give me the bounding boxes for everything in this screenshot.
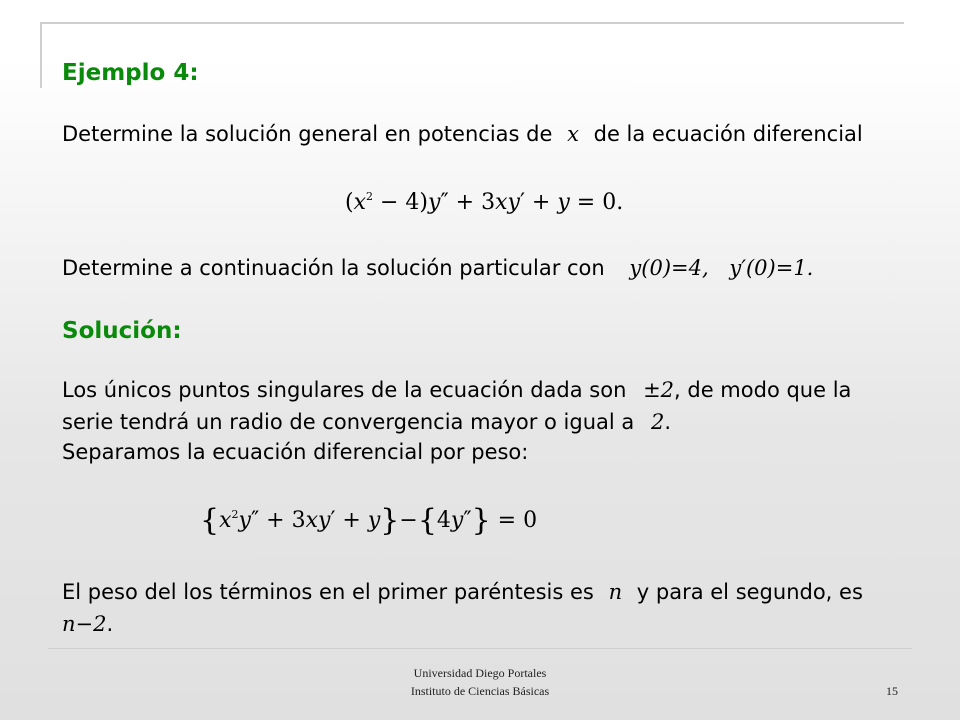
page-number: 15 [886,684,898,698]
singular-points-value: ±2 [643,378,675,402]
initial-condition-y0: y(0)=4, [629,256,709,280]
paragraph-problem-statement [62,122,863,146]
radius-period: . [664,410,672,434]
differential-equation: $(x^2 - 4)y'' + 3xy' + y = 0$. [345,190,624,215]
example-title: Ejemplo 4: [62,60,199,86]
footer-institute: Instituto de Ciencias Básicas [410,684,550,698]
paragraph-radius [62,410,671,434]
weight-second-period: . [106,612,114,636]
slide-frame-left [40,22,42,88]
weighted-equation: $\{x^2y'' + 3xy' + y\}-\{4y''\} = 0$ [200,503,538,538]
radius-value: 2 [650,410,665,434]
variable-n: n [608,580,623,604]
radius-text: serie tendrá un radio de convergencia mayor o igual a [62,410,635,434]
singular-points-text: Los únicos puntos singulares de la ecuación dada son [62,378,627,402]
paragraph-singular-points [62,378,851,402]
solution-heading: Solución: [62,318,182,344]
footer-university: Universidad Diego Portales [413,666,547,680]
paragraph-weight-second [62,612,113,636]
singular-points-text-end: , de modo que la [674,378,852,402]
slide-frame-top [40,22,904,24]
problem-text-end: de la ecuación diferencial [593,122,863,146]
weights-text: El peso del los términos en el primer paréntesis es [62,580,594,604]
initial-conditions-text: Determine a continuación la solución particular con [62,256,605,280]
weights-text-end: y para el segundo, es [636,580,863,604]
expression-n-minus-2: n−2 [62,612,107,636]
paragraph-initial-conditions [62,256,813,280]
paragraph-weights [62,580,863,604]
problem-text-start: Determine la solución general en potencias de [62,122,553,146]
footer-divider [48,648,912,649]
variable-x: x [567,122,579,146]
paragraph-separate-by-weight: Separamos la ecuación diferencial por peso: [62,440,529,464]
initial-condition-dy0: y′(0)=1. [729,256,814,280]
